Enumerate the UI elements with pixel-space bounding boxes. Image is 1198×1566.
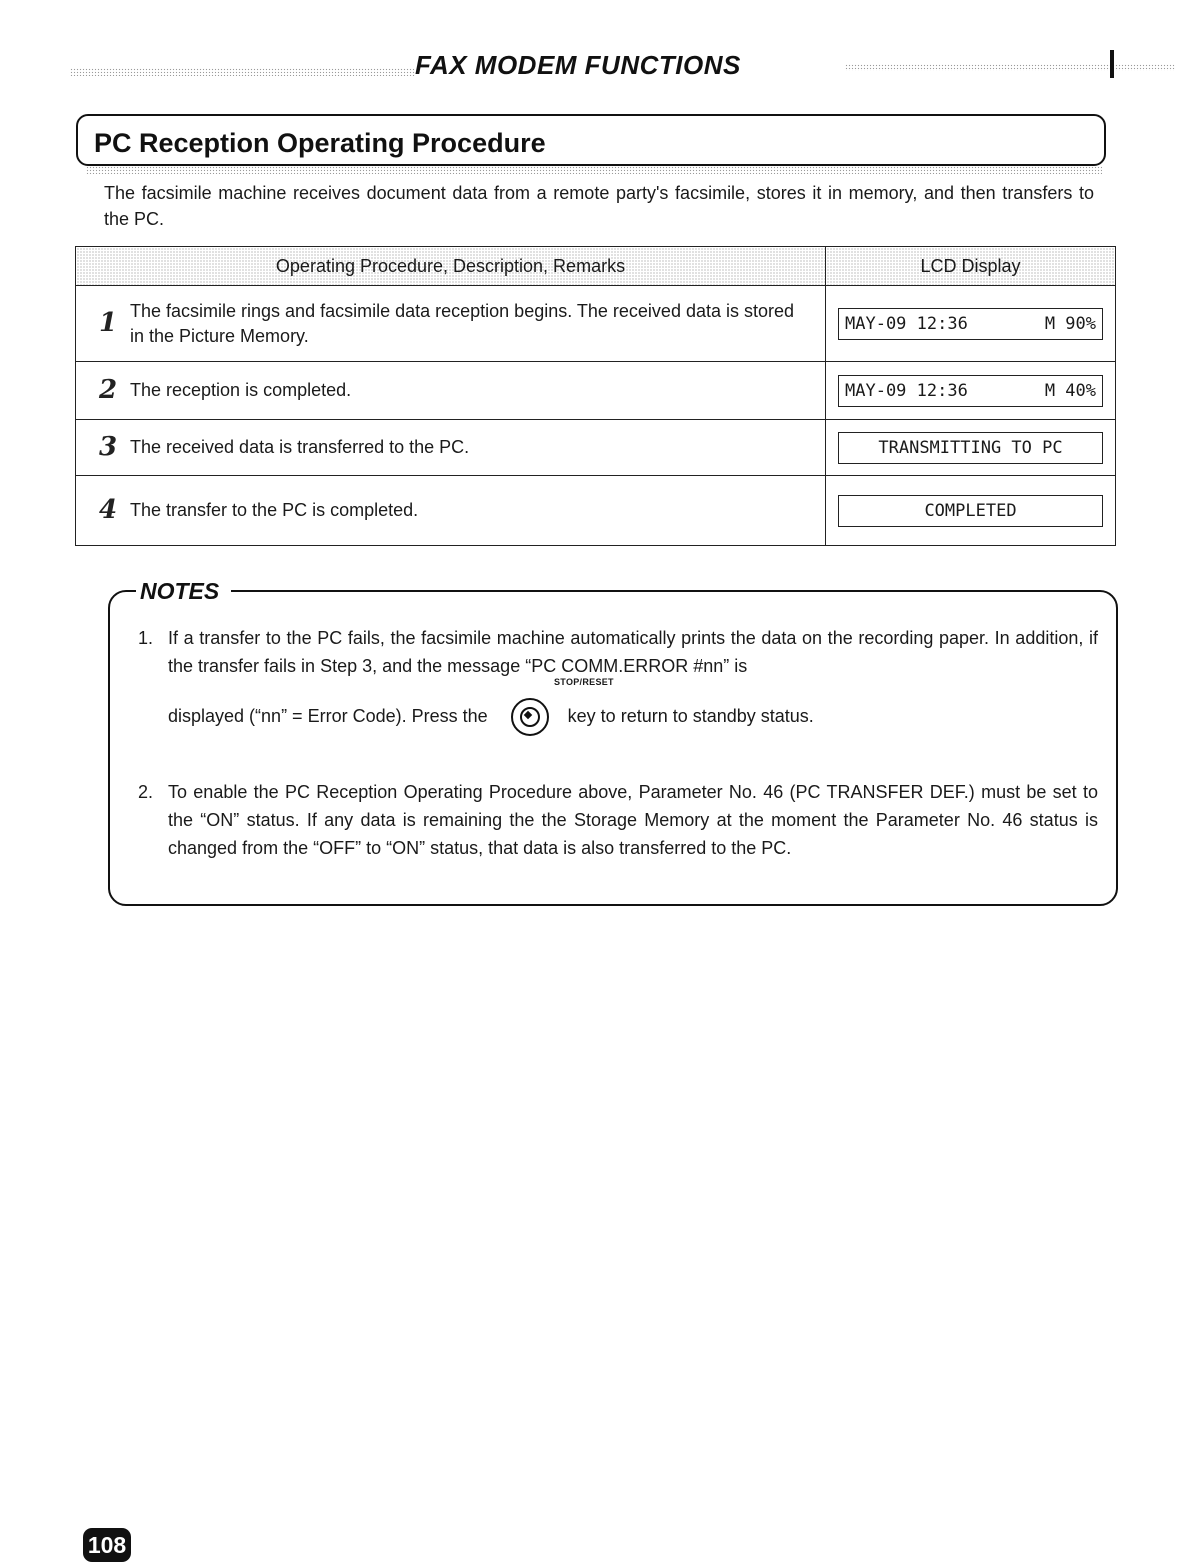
table-row xyxy=(76,362,1116,420)
note-number: 1. xyxy=(138,628,154,648)
header-rule-left xyxy=(70,68,415,76)
step-text: The facsimile rings and facsimile data reception begins. The received data is stored in the Picture Memory. xyxy=(130,300,795,346)
section-intro: The facsimile machine receives document data from a remote party's facsimile, stores it in memory, and then transfers to the PC. xyxy=(104,183,1094,229)
header-bar xyxy=(1110,50,1114,78)
lcd-display xyxy=(838,308,1103,340)
step-number: 1 xyxy=(98,308,118,338)
section-title-underline xyxy=(86,166,1102,174)
section-title-box xyxy=(76,114,1106,166)
lcd-date-time: MAY-09 12:36 xyxy=(845,313,968,334)
table-row xyxy=(76,420,1116,476)
step-number: 4 xyxy=(98,495,118,525)
note-text: If a transfer to the PC fails, the facsimile machine automatically prints the data on the recording paper. In addition, if the transfer fails in Step 3, and the message “PC COMM.ERROR #nn” is xyxy=(168,628,1098,676)
note-2 xyxy=(138,778,1098,862)
note-text: To enable the PC Reception Operating Procedure above, Parameter No. 46 (PC TRANSFER DEF.) must be set to the “ON” status. If any data is remaining the the Storage Memory at the moment the Parameter No. 46 status is changed from the “OFF” to “ON” status, that data is also transferred to the PC. xyxy=(168,782,1098,858)
column-header-procedure: Operating Procedure, Description, Remarks xyxy=(76,247,826,286)
step-text: The transfer to the PC is completed. xyxy=(130,500,419,520)
table-row xyxy=(76,476,1116,546)
note-text-before-key: displayed (“nn” = Error Code). Press the xyxy=(168,706,488,726)
note-text-after-key: key to return to standby status. xyxy=(567,706,814,726)
header-rule-right xyxy=(845,64,1175,71)
notes-box xyxy=(108,578,1118,906)
header-title: FAX MODEM FUNCTIONS xyxy=(415,50,741,80)
lcd-memory: M 90% xyxy=(1044,313,1096,334)
lcd-date-time: MAY-09 12:36 xyxy=(845,380,968,401)
step-text: The reception is completed. xyxy=(130,380,352,400)
lcd-memory: M 40% xyxy=(1044,380,1096,401)
step-number: 2 xyxy=(98,375,118,405)
notes-label: NOTES xyxy=(136,578,231,605)
table-row xyxy=(76,286,1116,362)
note-1 xyxy=(138,624,1098,736)
stop-reset-key-label: STOP/RESET xyxy=(554,677,614,687)
stop-reset-key-icon xyxy=(511,698,549,736)
procedure-table xyxy=(75,246,1116,546)
stop-key-line xyxy=(168,677,1098,736)
note-number: 2. xyxy=(138,782,154,802)
page-header xyxy=(70,46,1115,80)
section-title: PC Reception Operating Procedure xyxy=(94,128,546,158)
lcd-display: COMPLETED xyxy=(838,495,1103,527)
lcd-display xyxy=(838,375,1103,407)
column-header-lcd: LCD Display xyxy=(826,247,1116,286)
page-number: 108 xyxy=(83,1528,131,1562)
lcd-display: TRANSMITTING TO PC xyxy=(838,432,1103,464)
step-text: The received data is transferred to the PC. xyxy=(130,437,470,457)
step-number: 3 xyxy=(98,432,118,462)
